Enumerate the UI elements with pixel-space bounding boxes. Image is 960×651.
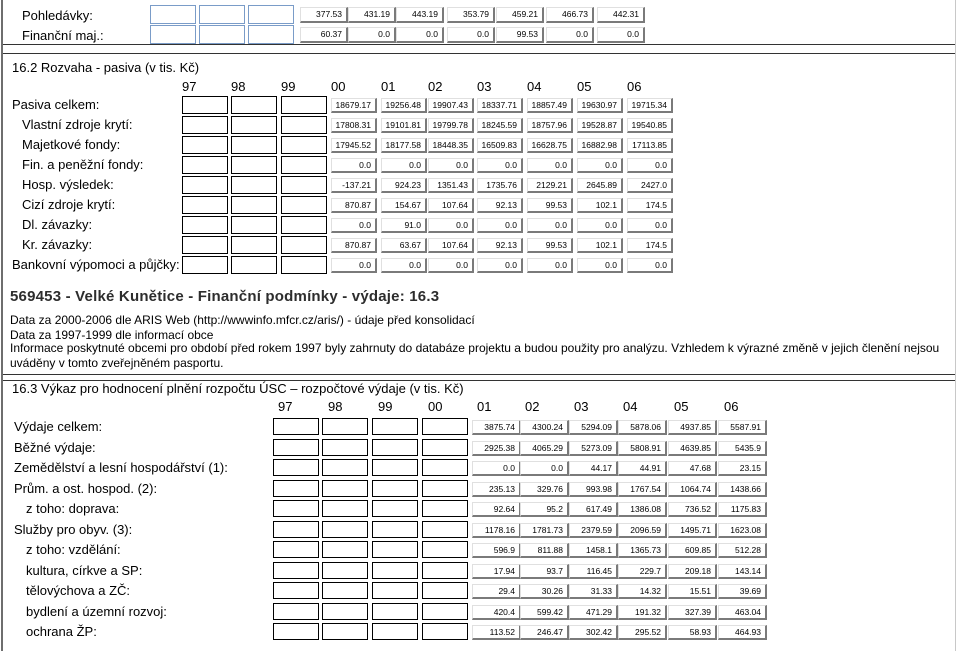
value-cell: 993.98 xyxy=(569,482,618,497)
year-label: 98 xyxy=(231,79,246,94)
value-cell: 19715.34 xyxy=(627,98,673,113)
value-cell: 2645.89 xyxy=(577,178,623,193)
page-right-border xyxy=(955,0,956,651)
value-cell: 0.0 xyxy=(348,27,396,43)
empty-cell xyxy=(231,216,277,234)
value-cell: 1351.43 xyxy=(428,178,474,193)
empty-cell xyxy=(422,603,468,620)
value-cell: 5273.09 xyxy=(569,441,618,456)
note-older-data: Data za 1997-1999 dle informací obce xyxy=(10,328,214,342)
year-label: 02 xyxy=(428,79,443,94)
value-cell: 0.0 xyxy=(447,27,495,43)
year-label: 04 xyxy=(527,79,542,94)
value-cell: 609.85 xyxy=(668,543,717,558)
value-cell: 295.52 xyxy=(618,625,667,640)
empty-cell xyxy=(281,256,327,274)
empty-cell xyxy=(422,582,468,599)
empty-cell xyxy=(273,541,319,558)
value-cell: 0.0 xyxy=(396,27,444,43)
empty-cell xyxy=(199,5,245,24)
row-label: kultura, církve a SP: xyxy=(26,562,143,578)
empty-cell xyxy=(182,196,228,214)
empty-cell xyxy=(182,236,228,254)
value-cell: 18757.96 xyxy=(527,118,573,133)
row-label: Běžné výdaje: xyxy=(14,439,96,455)
row-label: bydlení a územní rozvoj: xyxy=(26,603,167,619)
value-cell: 0.0 xyxy=(577,258,623,273)
year-label: 99 xyxy=(378,399,393,414)
row-label: Majetkové fondy: xyxy=(22,137,121,152)
empty-cell xyxy=(273,480,319,497)
value-cell: 99.53 xyxy=(527,198,573,213)
empty-cell xyxy=(281,196,327,214)
value-cell: 5435.9 xyxy=(718,441,767,456)
value-cell: 5808.91 xyxy=(618,441,667,456)
value-cell: 596.9 xyxy=(472,543,521,558)
row-label: Bankovní výpomoci a půjčky: xyxy=(12,257,180,272)
value-cell: 1365.73 xyxy=(618,543,667,558)
value-cell: 95.2 xyxy=(520,502,569,517)
value-cell: 924.23 xyxy=(381,178,427,193)
empty-cell xyxy=(231,256,277,274)
value-cell: 599.42 xyxy=(520,605,569,620)
empty-cell xyxy=(372,603,418,620)
empty-cell xyxy=(273,562,319,579)
value-cell: 23.15 xyxy=(718,461,767,476)
row-label: Kr. závazky: xyxy=(22,237,93,252)
empty-cell xyxy=(422,439,468,456)
empty-cell xyxy=(231,156,277,174)
empty-cell xyxy=(182,136,228,154)
value-cell: 19528.87 xyxy=(577,118,623,133)
value-cell: 16509.83 xyxy=(477,138,523,153)
value-cell: 5294.09 xyxy=(569,420,618,435)
value-cell: 0.0 xyxy=(472,461,521,476)
row-label: Fin. a peněžní fondy: xyxy=(22,157,144,172)
empty-cell xyxy=(273,439,319,456)
value-cell: 113.52 xyxy=(472,625,521,640)
value-cell: 29.4 xyxy=(472,584,521,599)
row-label: Pasiva celkem: xyxy=(12,97,100,112)
empty-cell xyxy=(372,480,418,497)
value-cell: 1781.73 xyxy=(520,523,569,538)
value-cell: -137.21 xyxy=(331,178,377,193)
row-label: ochrana ŽP: xyxy=(26,624,97,639)
year-label: 06 xyxy=(724,399,739,414)
value-cell: 0.0 xyxy=(428,158,474,173)
row-label: Finanční maj.: xyxy=(22,28,104,43)
value-cell: 4937.85 xyxy=(668,420,717,435)
empty-cell xyxy=(231,176,277,194)
empty-cell xyxy=(322,521,368,538)
value-cell: 31.33 xyxy=(569,584,618,599)
value-cell: 0.0 xyxy=(381,158,427,173)
value-cell: 17808.31 xyxy=(331,118,377,133)
empty-cell xyxy=(273,418,319,435)
value-cell: 18448.35 xyxy=(428,138,474,153)
row-label: Zemědělství a lesní hospodářství (1): xyxy=(14,460,228,475)
value-cell: 811.88 xyxy=(520,543,569,558)
empty-cell xyxy=(322,500,368,517)
value-cell: 44.91 xyxy=(618,461,667,476)
value-cell: 0.0 xyxy=(627,218,673,233)
empty-cell xyxy=(422,459,468,476)
value-cell: 466.73 xyxy=(546,7,594,23)
year-label: 99 xyxy=(281,79,296,94)
value-cell: 353.79 xyxy=(447,7,495,23)
note-source: Data za 2000-2006 dle ARIS Web (http://wwwinfo.mfcr.cz/aris/) - údaje před konsolidací xyxy=(10,313,475,327)
row-label: Cizí zdroje krytí: xyxy=(22,197,116,212)
value-cell: 463.04 xyxy=(718,605,767,620)
row-label: Služby pro obyv. (3): xyxy=(14,521,133,537)
empty-cell xyxy=(422,562,468,579)
value-cell: 18679.17 xyxy=(331,98,377,113)
empty-cell xyxy=(231,196,277,214)
value-cell: 93.7 xyxy=(520,564,569,579)
row-label: Výdaje celkem: xyxy=(14,419,103,434)
empty-cell xyxy=(372,562,418,579)
value-cell: 0.0 xyxy=(477,218,523,233)
empty-cell xyxy=(322,439,368,456)
value-cell: 63.67 xyxy=(381,238,427,253)
empty-cell xyxy=(422,418,468,435)
empty-cell xyxy=(281,216,327,234)
empty-cell xyxy=(322,459,368,476)
empty-cell xyxy=(273,500,319,517)
value-cell: 0.0 xyxy=(527,218,573,233)
value-cell: 0.0 xyxy=(527,158,573,173)
empty-cell xyxy=(281,156,327,174)
value-cell: 1623.08 xyxy=(718,523,767,538)
empty-cell xyxy=(273,582,319,599)
year-label: 05 xyxy=(577,79,592,94)
value-cell: 0.0 xyxy=(527,258,573,273)
empty-cell xyxy=(182,216,228,234)
value-cell: 471.29 xyxy=(569,605,618,620)
year-label: 03 xyxy=(574,399,589,414)
empty-cell xyxy=(231,236,277,254)
value-cell: 102.1 xyxy=(577,238,623,253)
value-cell: 431.19 xyxy=(348,7,396,23)
value-cell: 329.76 xyxy=(520,482,569,497)
value-cell: 19101.81 xyxy=(381,118,427,133)
notes-divider xyxy=(3,374,955,375)
year-label: 00 xyxy=(331,79,346,94)
value-cell: 18177.58 xyxy=(381,138,427,153)
empty-cell xyxy=(281,236,327,254)
value-cell: 1175.83 xyxy=(718,502,767,517)
value-cell: 47.68 xyxy=(668,461,717,476)
value-cell: 0.0 xyxy=(597,27,645,43)
value-cell: 0.0 xyxy=(331,158,377,173)
value-cell: 154.67 xyxy=(381,198,427,213)
value-cell: 15.51 xyxy=(668,584,717,599)
value-cell: 0.0 xyxy=(428,258,474,273)
value-cell: 2925.38 xyxy=(472,441,521,456)
value-cell: 327.39 xyxy=(668,605,717,620)
value-cell: 143.14 xyxy=(718,564,767,579)
value-cell: 191.32 xyxy=(618,605,667,620)
value-cell: 1495.71 xyxy=(668,523,717,538)
empty-cell xyxy=(182,96,228,114)
value-cell: 1735.76 xyxy=(477,178,523,193)
year-label: 02 xyxy=(525,399,540,414)
row-label: Hosp. výsledek: xyxy=(22,177,114,192)
empty-cell xyxy=(248,25,294,44)
empty-cell xyxy=(273,623,319,640)
value-cell: 174.5 xyxy=(627,198,673,213)
section-divider xyxy=(3,53,955,54)
empty-cell xyxy=(231,136,277,154)
empty-cell xyxy=(422,521,468,538)
value-cell: 92.13 xyxy=(477,238,523,253)
value-cell: 870.87 xyxy=(331,238,377,253)
value-cell: 1386.08 xyxy=(618,502,667,517)
empty-cell xyxy=(322,582,368,599)
year-label: 04 xyxy=(623,399,638,414)
value-cell: 377.53 xyxy=(300,7,348,23)
empty-cell xyxy=(281,116,327,134)
value-cell: 0.0 xyxy=(577,158,623,173)
value-cell: 92.13 xyxy=(477,198,523,213)
value-cell: 235.13 xyxy=(472,482,521,497)
row-label: Pohledávky: xyxy=(22,8,93,23)
value-cell: 736.52 xyxy=(668,502,717,517)
year-label: 97 xyxy=(278,399,293,414)
value-cell: 209.18 xyxy=(668,564,717,579)
empty-cell xyxy=(422,541,468,558)
row-label: Vlastní zdroje krytí: xyxy=(22,117,133,132)
value-cell: 0.0 xyxy=(428,218,474,233)
value-cell: 1767.54 xyxy=(618,482,667,497)
empty-cell xyxy=(182,156,228,174)
value-cell: 442.31 xyxy=(597,7,645,23)
year-label: 00 xyxy=(428,399,443,414)
empty-cell xyxy=(273,521,319,538)
value-cell: 1438.66 xyxy=(718,482,767,497)
value-cell: 107.64 xyxy=(428,198,474,213)
value-cell: 0.0 xyxy=(381,258,427,273)
value-cell: 2379.59 xyxy=(569,523,618,538)
value-cell: 4639.85 xyxy=(668,441,717,456)
empty-cell xyxy=(372,521,418,538)
value-cell: 16628.75 xyxy=(527,138,573,153)
value-cell: 174.5 xyxy=(627,238,673,253)
empty-cell xyxy=(322,541,368,558)
section-16-3-title: 16.3 Výkaz pro hodnocení plnění rozpočtu ÚSC – rozpočtové výdaje (v tis. Kč) xyxy=(12,381,464,396)
note-info: Informace poskytnuté obcemi pro období před rokem 1997 byly zahrnuty do databáze projektu a budou použity pro analýzu. Vzhledem k výrazné změně v jejich členění nejsou uváděny v tomto zveřejněném pasportu. xyxy=(10,341,940,370)
value-cell: 18245.59 xyxy=(477,118,523,133)
value-cell: 0.0 xyxy=(546,27,594,43)
empty-cell xyxy=(182,256,228,274)
empty-cell xyxy=(372,623,418,640)
empty-cell xyxy=(322,562,368,579)
row-label: tělovýchova a ZČ: xyxy=(26,583,131,598)
value-cell: 107.64 xyxy=(428,238,474,253)
empty-cell xyxy=(182,176,228,194)
value-cell: 44.17 xyxy=(569,461,618,476)
value-cell: 246.47 xyxy=(520,625,569,640)
empty-cell xyxy=(372,500,418,517)
value-cell: 39.69 xyxy=(718,584,767,599)
value-cell: 420.4 xyxy=(472,605,521,620)
value-cell: 1458.1 xyxy=(569,543,618,558)
year-label: 01 xyxy=(381,79,396,94)
value-cell: 0.0 xyxy=(331,258,377,273)
year-label: 03 xyxy=(477,79,492,94)
value-cell: 17113.85 xyxy=(627,138,673,153)
row-label: z toho: doprava: xyxy=(26,501,120,516)
empty-cell xyxy=(231,116,277,134)
value-cell: 0.0 xyxy=(627,158,673,173)
empty-cell xyxy=(281,136,327,154)
value-cell: 30.26 xyxy=(520,584,569,599)
value-cell: 18337.71 xyxy=(477,98,523,113)
empty-cell xyxy=(322,623,368,640)
empty-cell xyxy=(199,25,245,44)
value-cell: 1064.74 xyxy=(668,482,717,497)
value-cell: 17.94 xyxy=(472,564,521,579)
value-cell: 16882.98 xyxy=(577,138,623,153)
value-cell: 19630.97 xyxy=(577,98,623,113)
value-cell: 5587.91 xyxy=(718,420,767,435)
value-cell: 2427.0 xyxy=(627,178,673,193)
value-cell: 116.45 xyxy=(569,564,618,579)
empty-cell xyxy=(372,582,418,599)
row-label: Prům. a ost. hospod. (2): xyxy=(14,480,158,496)
year-label: 06 xyxy=(627,79,642,94)
value-cell: 464.93 xyxy=(718,625,767,640)
value-cell: 99.53 xyxy=(496,27,544,43)
value-cell: 617.49 xyxy=(569,502,618,517)
value-cell: 99.53 xyxy=(527,238,573,253)
empty-cell xyxy=(372,418,418,435)
empty-cell xyxy=(422,623,468,640)
empty-cell xyxy=(273,459,319,476)
value-cell: 17945.52 xyxy=(331,138,377,153)
empty-cell xyxy=(182,116,228,134)
value-cell: 2096.59 xyxy=(618,523,667,538)
empty-cell xyxy=(372,439,418,456)
value-cell: 0.0 xyxy=(520,461,569,476)
value-cell: 91.0 xyxy=(381,218,427,233)
empty-cell xyxy=(150,25,196,44)
value-cell: 459.21 xyxy=(496,7,544,23)
empty-cell xyxy=(372,541,418,558)
value-cell: 102.1 xyxy=(577,198,623,213)
empty-cell xyxy=(248,5,294,24)
empty-cell xyxy=(372,459,418,476)
year-label: 97 xyxy=(182,79,197,94)
empty-cell xyxy=(231,96,277,114)
row-label: Dl. závazky: xyxy=(22,217,93,232)
value-cell: 0.0 xyxy=(477,158,523,173)
year-label: 05 xyxy=(674,399,689,414)
value-cell: 870.87 xyxy=(331,198,377,213)
value-cell: 302.42 xyxy=(569,625,618,640)
empty-cell xyxy=(281,96,327,114)
value-cell: 18857.49 xyxy=(527,98,573,113)
page-left-border xyxy=(1,0,3,651)
value-cell: 1178.16 xyxy=(472,523,521,538)
value-cell: 4300.24 xyxy=(520,420,569,435)
value-cell: 19907.43 xyxy=(428,98,474,113)
value-cell: 92.64 xyxy=(472,502,521,517)
value-cell: 60.37 xyxy=(300,27,348,43)
empty-cell xyxy=(322,480,368,497)
empty-cell xyxy=(322,603,368,620)
value-cell: 58.93 xyxy=(668,625,717,640)
row-label: z toho: vzdělání: xyxy=(26,542,121,557)
value-cell: 19799.78 xyxy=(428,118,474,133)
value-cell: 443.19 xyxy=(396,7,444,23)
value-cell: 5878.06 xyxy=(618,420,667,435)
empty-cell xyxy=(281,176,327,194)
value-cell: 229.7 xyxy=(618,564,667,579)
value-cell: 2129.21 xyxy=(527,178,573,193)
value-cell: 19256.48 xyxy=(381,98,427,113)
value-cell: 19540.85 xyxy=(627,118,673,133)
section-16-2-title: 16.2 Rozvaha - pasiva (v tis. Kč) xyxy=(12,60,200,75)
value-cell: 0.0 xyxy=(627,258,673,273)
empty-cell xyxy=(422,500,468,517)
empty-cell xyxy=(273,603,319,620)
year-label: 01 xyxy=(477,399,492,414)
value-cell: 0.0 xyxy=(577,218,623,233)
year-label: 98 xyxy=(328,399,343,414)
top-divider xyxy=(3,44,955,45)
empty-cell xyxy=(422,480,468,497)
empty-cell xyxy=(322,418,368,435)
value-cell: 0.0 xyxy=(477,258,523,273)
value-cell: 14.32 xyxy=(618,584,667,599)
page-heading: 569453 - Velké Kunětice - Finanční podmínky - výdaje: 16.3 xyxy=(10,288,440,305)
value-cell: 512.28 xyxy=(718,543,767,558)
value-cell: 0.0 xyxy=(331,218,377,233)
empty-cell xyxy=(150,5,196,24)
value-cell: 4065.29 xyxy=(520,441,569,456)
value-cell: 3875.74 xyxy=(472,420,521,435)
